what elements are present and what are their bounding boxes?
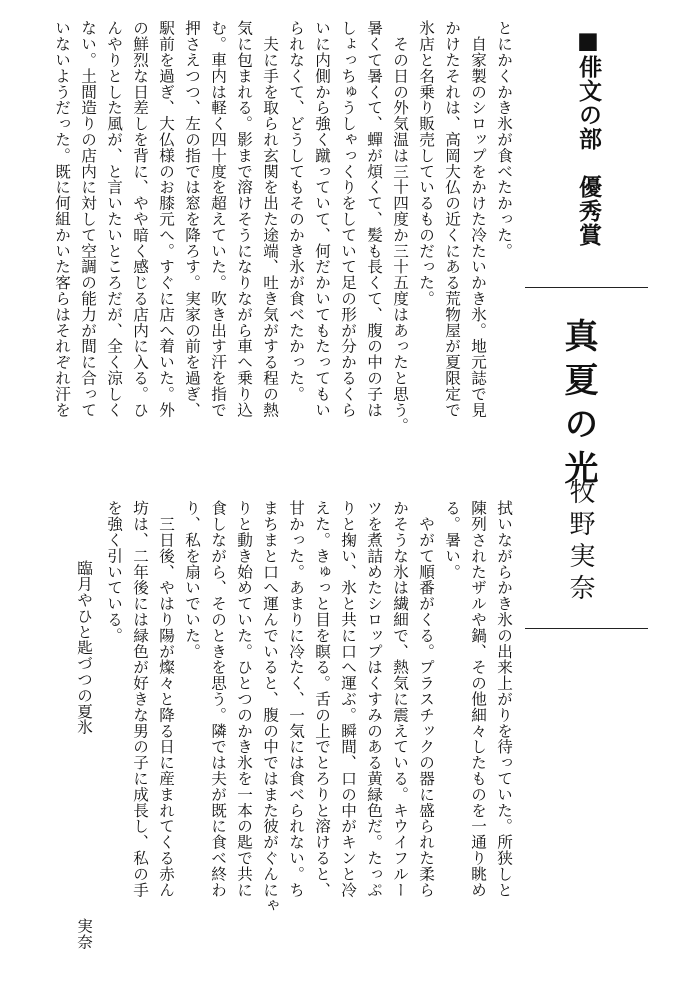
essay-line: 三日後、やはり陽が燦々と降る日に産まれてくる赤ん	[157, 500, 175, 898]
essay-line: む。車内は軽く四十度を超えていた。吹き出す汗を指で	[209, 20, 227, 418]
essay-line: かけたそれは、高岡大仏の近くにある荒物屋が夏限定で	[443, 20, 461, 418]
header-divider-top	[525, 287, 648, 288]
essay-line: えた。きゅっと目を瞑る。舌の上でとろりと溶けると、	[313, 500, 331, 898]
essay-line: 自家製のシロップをかけた冷たいかき氷。地元誌で見	[469, 20, 487, 418]
essay-line: 陳列されたザルや鍋、その他細々したものを一通り眺め	[469, 500, 487, 898]
essay-line: 気に包まれる。影まで溶けそうになりながら車へ乗り込	[235, 20, 253, 418]
essay-line: の鮮烈な日差しを背に、やや暗く感じる店内に入る。ひ	[131, 20, 149, 418]
essay-line: られなくて、どうしてもそのかき氷が食べたかった。	[287, 20, 305, 402]
essay-line: 甘かった。あまりに冷たく、一気には食べられない。ち	[287, 500, 305, 898]
header-divider-bottom	[525, 628, 648, 629]
essay-line: やがて順番がくる。プラスチックの器に盛られた柔ら	[417, 500, 435, 898]
essay-line: 駅前を過ぎ、大仏様のお膝元へ。すぐに店へ着いた。外	[157, 20, 175, 418]
essay-line: 拭いながらかき氷の出来上がりを待っていた。所狭しと	[495, 500, 513, 898]
essay-line: る。暑い。	[443, 500, 461, 580]
page-title: 真夏の光	[558, 318, 598, 494]
haiku: 臨月やひと匙づつの夏氷	[75, 560, 93, 735]
essay-line: しょっちゅうしゃっくりをしていて足の形が分かるくら	[339, 20, 357, 418]
essay-line: んやりとした風が、と言いたいところだが、全く涼しく	[105, 20, 123, 418]
essay-line: ない。土間造りの店内に対して空調の能力が間に合って	[79, 20, 97, 418]
essay-line: 押さえつつ、左の指では窓を降ろす。実家の前を過ぎ、	[183, 20, 201, 418]
essay-line: り、私を扇いでいた。	[183, 500, 201, 659]
essay-line: を強く引いている。	[105, 500, 123, 644]
essay-line: 坊は、二年後には緑色が好きな男の子に成長し、私の手	[131, 500, 149, 898]
section-label: ■俳文の部 優秀賞	[575, 28, 601, 247]
essay-line: 暑くて暑くて、蟬が煩くて、髪も長くて、腹の中の子は	[365, 20, 383, 418]
author-name: 牧野実奈	[565, 478, 595, 606]
essay-line: いに内側から強く蹴っていて、何だかいてもたってもい	[313, 20, 331, 418]
essay-line: 氷店と名乗り販売しているものだった。	[417, 20, 435, 307]
essay-line: りと掬い、氷と共に口へ運ぶ。瞬間、口の中がキンと冷	[339, 500, 357, 898]
essay-line: ツを煮詰めたシロップはくすみのある黄緑色だ。たっぷ	[365, 500, 383, 898]
essay-line: とにかくかき氷が食べたかった。	[495, 20, 513, 259]
essay-line: その日の外気温は三十四度か三十五度はあったと思う。	[391, 20, 409, 434]
essay-line: 食しながら、そのときを思う。隣では夫が既に食べ終わ	[209, 500, 227, 898]
essay-line: 夫に手を取られ玄関を出た途端、吐き気がする程の熱	[261, 20, 279, 418]
haiku-signature: 実奈	[75, 918, 93, 950]
essay-line: りと動き始めていた。ひとつのかき氷を一本の匙で共に	[235, 500, 253, 898]
essay-line: いないようだった。既に何組かいた客らはそれぞれ汗を	[53, 20, 71, 418]
essay-line: かそうな氷は繊細で、熱気に震えている。キウイフルー	[391, 500, 409, 898]
essay-line: まちまと口へ運んでいると、腹の中ではまた彼がぐんにゃ	[261, 500, 279, 914]
